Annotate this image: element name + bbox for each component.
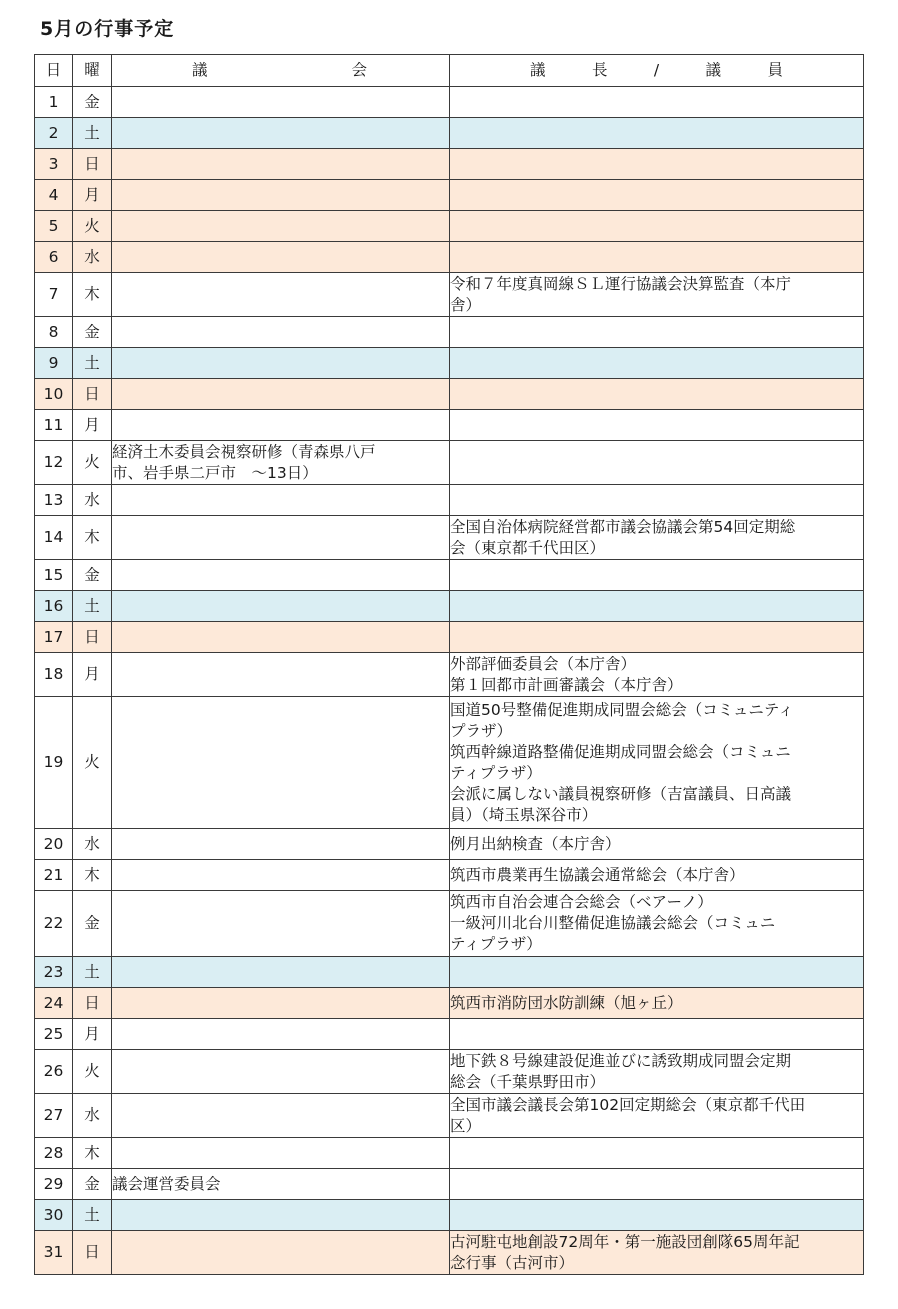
weekday-cell: 金: [73, 891, 112, 957]
weekday-cell: 金: [73, 317, 112, 348]
table-row: [35, 1200, 864, 1231]
member-entry-line: 会（東京都千代田区）: [450, 538, 606, 557]
council-cell: [112, 891, 450, 957]
member-cell: [450, 1019, 864, 1050]
member-entry-line: 全国自治体病院経営都市議会協議会第54回定期総: [450, 517, 796, 536]
member-entry-line: 舎）: [450, 295, 482, 314]
member-cell: [450, 516, 864, 560]
table-row: [35, 410, 864, 441]
table-row: [35, 441, 864, 485]
day-cell: 12: [35, 441, 73, 485]
header-council: [112, 55, 450, 87]
table-row: [35, 211, 864, 242]
council-cell: [112, 622, 450, 653]
weekday-cell: 月: [73, 410, 112, 441]
schedule-body: [35, 87, 864, 1275]
member-cell: [450, 560, 864, 591]
weekday-cell: 火: [73, 697, 112, 829]
member-cell: [450, 242, 864, 273]
council-cell: [112, 697, 450, 829]
council-cell: [112, 1200, 450, 1231]
member-entry-line: 全国市議会議長会第102回定期総会（東京都千代田: [450, 1095, 806, 1114]
weekday-cell: 木: [73, 860, 112, 891]
council-entry-line: 市、岩手県二戸市 ～13日）: [112, 463, 318, 482]
table-row: [35, 242, 864, 273]
table-row: [35, 891, 864, 957]
member-cell: [450, 1094, 864, 1138]
council-entry-line: 経済土木委員会視察研修（青森県八戸: [112, 442, 376, 461]
member-entry-line: 例月出納検査（本庁舎）: [450, 834, 621, 853]
day-cell: 7: [35, 273, 73, 317]
member-cell: [450, 1169, 864, 1200]
member-cell: [450, 653, 864, 697]
table-row: [35, 180, 864, 211]
weekday-cell: 火: [73, 1050, 112, 1094]
council-cell: [112, 988, 450, 1019]
member-cell: [450, 891, 864, 957]
day-cell: 14: [35, 516, 73, 560]
day-cell: 10: [35, 379, 73, 410]
member-cell: [450, 273, 864, 317]
council-cell: [112, 211, 450, 242]
header-member-char-3: /: [653, 61, 660, 79]
weekday-cell: 水: [73, 1094, 112, 1138]
header-council-char-2: 会: [351, 61, 367, 79]
council-cell: [112, 653, 450, 697]
day-cell: 27: [35, 1094, 73, 1138]
member-entry-line: 国道50号整備促進期成同盟会総会（コミュニティ: [450, 700, 794, 719]
member-entry-line: 筑西市農業再生協議会通常総会（本庁舎）: [450, 865, 745, 884]
member-cell: [450, 988, 864, 1019]
table-row: [35, 829, 864, 860]
day-cell: 5: [35, 211, 73, 242]
member-cell: [450, 591, 864, 622]
council-cell: [112, 441, 450, 485]
council-cell: [112, 1019, 450, 1050]
council-cell: [112, 379, 450, 410]
table-row: [35, 591, 864, 622]
day-cell: 16: [35, 591, 73, 622]
day-cell: 20: [35, 829, 73, 860]
table-row: [35, 1050, 864, 1094]
member-entry-line: プラザ）: [450, 721, 513, 740]
day-cell: 9: [35, 348, 73, 379]
weekday-cell: 土: [73, 957, 112, 988]
council-cell: [112, 485, 450, 516]
weekday-cell: 水: [73, 829, 112, 860]
member-cell: [450, 1050, 864, 1094]
member-entry-line: 員）（埼玉県深谷市）: [450, 805, 598, 824]
day-cell: 1: [35, 87, 73, 118]
table-row: [35, 273, 864, 317]
day-cell: 24: [35, 988, 73, 1019]
day-cell: 13: [35, 485, 73, 516]
member-cell: [450, 379, 864, 410]
council-cell: [112, 87, 450, 118]
council-cell: [112, 180, 450, 211]
member-cell: [450, 441, 864, 485]
table-row: [35, 560, 864, 591]
member-entry-line: 第１回都市計画審議会（本庁舎）: [450, 675, 683, 694]
table-row: [35, 1019, 864, 1050]
member-entry-line: 外部評価委員会（本庁舎）: [450, 654, 637, 673]
weekday-cell: 金: [73, 87, 112, 118]
table-row: [35, 622, 864, 653]
council-cell: [112, 1138, 450, 1169]
day-cell: 26: [35, 1050, 73, 1094]
weekday-cell: 火: [73, 441, 112, 485]
weekday-cell: 日: [73, 1231, 112, 1275]
day-cell: 6: [35, 242, 73, 273]
member-entry-line: 総会（千葉県野田市）: [450, 1072, 606, 1091]
member-entry-line: 筑西市自治会連合会総会（ベアーノ）: [450, 893, 713, 911]
weekday-cell: 木: [73, 1138, 112, 1169]
council-cell: [112, 273, 450, 317]
member-entry-line: 古河駐屯地創設72周年・第一施設団創隊65周年記: [450, 1232, 800, 1251]
weekday-cell: 土: [73, 118, 112, 149]
weekday-cell: 月: [73, 1019, 112, 1050]
day-cell: 15: [35, 560, 73, 591]
member-entry-line: 筑西幹線道路整備促進期成同盟会総会（コミュニ: [450, 742, 791, 761]
day-cell: 19: [35, 697, 73, 829]
header-day: 日: [35, 55, 73, 87]
header-member-char-4: 議: [705, 61, 722, 79]
council-cell: [112, 591, 450, 622]
header-member-char-2: 長: [591, 61, 608, 79]
member-entry-line: 地下鉄８号線建設促進並びに誘致期成同盟会定期: [450, 1051, 792, 1070]
table-row: [35, 653, 864, 697]
header-member-char-1: 議: [530, 61, 546, 79]
day-cell: 29: [35, 1169, 73, 1200]
weekday-cell: 木: [73, 273, 112, 317]
day-cell: 17: [35, 622, 73, 653]
day-cell: 8: [35, 317, 73, 348]
day-cell: 22: [35, 891, 73, 957]
header-member-char-5: 員: [767, 61, 783, 79]
member-entry-line: ティプラザ）: [450, 763, 542, 782]
weekday-cell: 日: [73, 149, 112, 180]
member-cell: [450, 348, 864, 379]
council-cell: [112, 242, 450, 273]
day-cell: 21: [35, 860, 73, 891]
council-cell: [112, 410, 450, 441]
table-row: [35, 1138, 864, 1169]
weekday-cell: 水: [73, 485, 112, 516]
table-row: [35, 379, 864, 410]
member-entry-line: 筑西市消防団水防訓練（旭ヶ丘）: [450, 993, 683, 1012]
table-row: [35, 485, 864, 516]
member-cell: [450, 829, 864, 860]
member-entry-line: ティプラザ）: [450, 935, 542, 953]
day-cell: 18: [35, 653, 73, 697]
weekday-cell: 火: [73, 211, 112, 242]
weekday-cell: 水: [73, 242, 112, 273]
day-cell: 2: [35, 118, 73, 149]
weekday-cell: 日: [73, 988, 112, 1019]
page-title: 5月の行事予定: [40, 18, 175, 40]
table-row: [35, 516, 864, 560]
member-cell: [450, 118, 864, 149]
header-weekday: 曜: [73, 55, 112, 87]
day-cell: 4: [35, 180, 73, 211]
table-row: [35, 149, 864, 180]
weekday-cell: 日: [73, 379, 112, 410]
member-cell: [450, 317, 864, 348]
member-cell: [450, 1200, 864, 1231]
council-cell: [112, 560, 450, 591]
council-cell: [112, 516, 450, 560]
council-entry-line: 議会運営委員会: [112, 1174, 221, 1193]
member-cell: [450, 957, 864, 988]
header-member: [450, 55, 864, 87]
member-cell: [450, 697, 864, 829]
table-row: [35, 1169, 864, 1200]
weekday-cell: 土: [73, 1200, 112, 1231]
member-cell: [450, 180, 864, 211]
day-cell: 31: [35, 1231, 73, 1275]
table-row: [35, 1231, 864, 1275]
header-council-char-1: 議: [192, 61, 208, 79]
day-cell: 11: [35, 410, 73, 441]
council-cell: [112, 118, 450, 149]
day-cell: 3: [35, 149, 73, 180]
member-cell: [450, 87, 864, 118]
council-cell: [112, 829, 450, 860]
member-entry-line: 区）: [450, 1116, 482, 1135]
day-cell: 30: [35, 1200, 73, 1231]
council-cell: [112, 317, 450, 348]
member-entry-line: 念行事（古河市）: [450, 1253, 575, 1272]
council-cell: [112, 1094, 450, 1138]
weekday-cell: 土: [73, 348, 112, 379]
weekday-cell: 日: [73, 622, 112, 653]
council-cell: [112, 1169, 450, 1200]
schedule-table: [34, 54, 864, 1275]
member-entry-line: 一級河川北台川整備促進協議会総会（コミュニ: [450, 914, 776, 932]
weekday-cell: 木: [73, 516, 112, 560]
table-row: [35, 860, 864, 891]
member-cell: [450, 485, 864, 516]
day-cell: 25: [35, 1019, 73, 1050]
member-entry-line: 令和７年度真岡線ＳＬ運行協議会決算監査（本庁: [450, 274, 792, 293]
header-row: [35, 55, 864, 87]
weekday-cell: 月: [73, 653, 112, 697]
member-cell: [450, 149, 864, 180]
member-cell: [450, 860, 864, 891]
council-cell: [112, 149, 450, 180]
council-cell: [112, 1231, 450, 1275]
weekday-cell: 金: [73, 560, 112, 591]
table-row: [35, 957, 864, 988]
council-cell: [112, 957, 450, 988]
council-cell: [112, 860, 450, 891]
table-row: [35, 87, 864, 118]
weekday-cell: 金: [73, 1169, 112, 1200]
table-row: [35, 697, 864, 829]
member-cell: [450, 1231, 864, 1275]
member-cell: [450, 211, 864, 242]
member-cell: [450, 1138, 864, 1169]
day-cell: 28: [35, 1138, 73, 1169]
table-row: [35, 118, 864, 149]
member-entry-line: 会派に属しない議員視察研修（吉富議員、日高議: [450, 784, 792, 803]
table-row: [35, 988, 864, 1019]
table-row: [35, 348, 864, 379]
council-cell: [112, 348, 450, 379]
council-cell: [112, 1050, 450, 1094]
member-cell: [450, 622, 864, 653]
weekday-cell: 土: [73, 591, 112, 622]
day-cell: 23: [35, 957, 73, 988]
table-row: [35, 1094, 864, 1138]
weekday-cell: 月: [73, 180, 112, 211]
table-row: [35, 317, 864, 348]
member-cell: [450, 410, 864, 441]
